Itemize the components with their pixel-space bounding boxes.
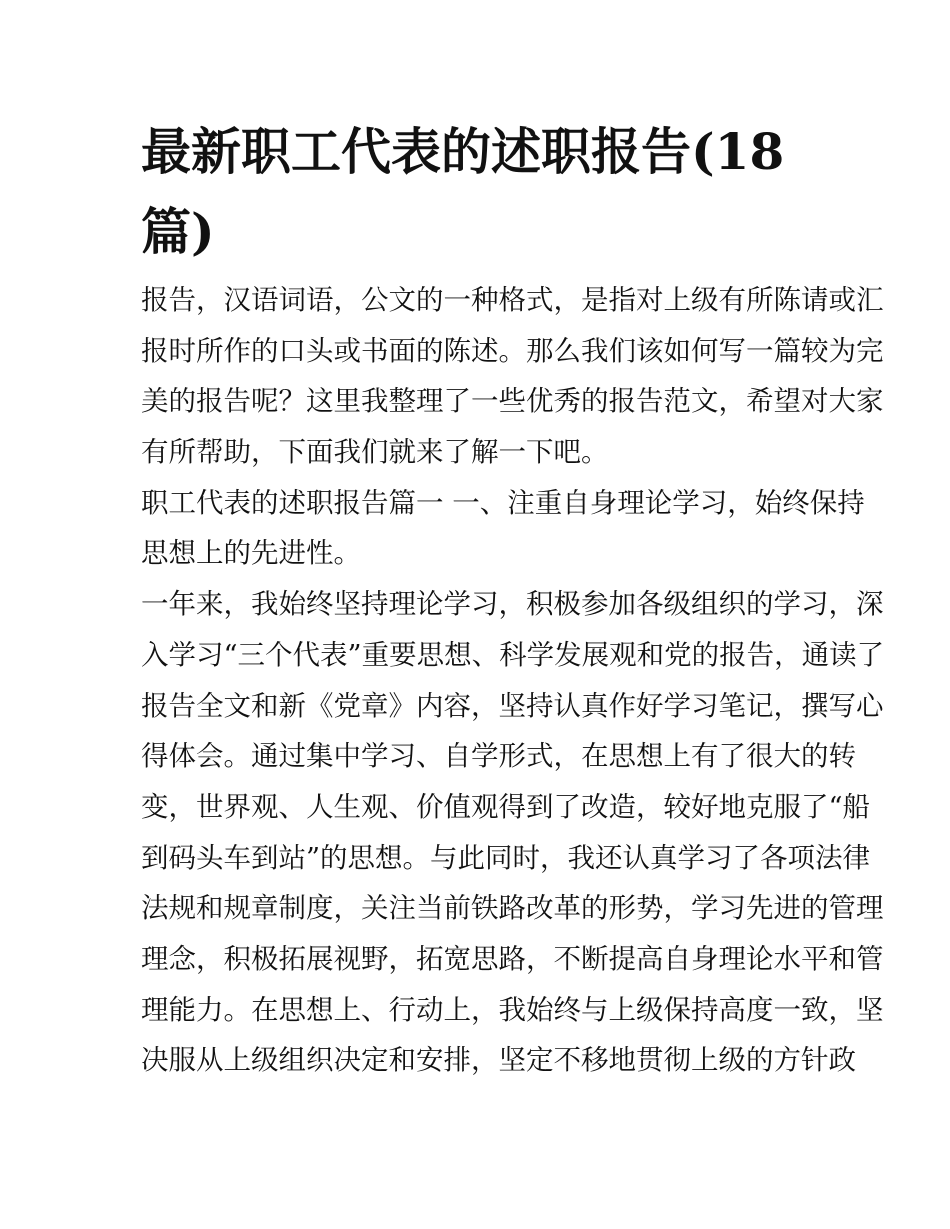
body-text-line: 决服从上级组织决定和安排，坚定不移地贯彻上级的方针政 (141, 1044, 856, 1077)
body-text-line: 职工代表的述职报告篇一 一、注重自身理论学习，始终保持 (141, 486, 865, 519)
title-line: 最新职工代表的述职报告(18 (141, 122, 785, 181)
document-title (141, 112, 784, 272)
body-text-line: 报告，汉语词语，公文的一种格式，是指对上级有所陈请或汇 (141, 284, 884, 316)
body-text-line: 一年来，我始终坚持理论学习，积极参加各级组织的学习，深 (141, 588, 884, 621)
body-text-line: 有所帮助，下面我们就来了解一下吧。 (141, 436, 609, 469)
body-text-line: 法规和规章制度，关注当前铁路改革的形势，学习先进的管理 (141, 892, 884, 925)
body-text-line: 思想上的先进性。 (141, 537, 361, 570)
title-line: 篇) (141, 202, 215, 261)
body-text-line: 理念，积极拓展视野，拓宽思路，不断提高自身理论水平和管 (141, 942, 884, 975)
body-text-line: 到码头车到站”的思想。与此同时，我还认真学习了各项法律 (141, 841, 871, 874)
body-text-line: 理能力。在思想上、行动上，我始终与上级保持高度一致，坚 (141, 993, 884, 1026)
body-text-line: 报告全文和新《党章》内容，坚持认真作好学习笔记，撰写心 (141, 689, 884, 722)
body-text-line: 变，世界观、人生观、价值观得到了改造，较好地克服了“船 (141, 790, 871, 823)
body-text-line: 报时所作的口头或书面的陈述。那么我们该如何写一篇较为完 (141, 334, 884, 367)
body-text-line: 美的报告呢？这里我整理了一些优秀的报告范文，希望对大家 (141, 385, 884, 418)
body-text-line: 得体会。通过集中学习、自学形式，在思想上有了很大的转 (141, 740, 856, 773)
document-body (141, 275, 884, 1086)
body-text-line: 入学习“三个代表”重要思想、科学发展观和党的报告，通读了 (141, 638, 885, 671)
